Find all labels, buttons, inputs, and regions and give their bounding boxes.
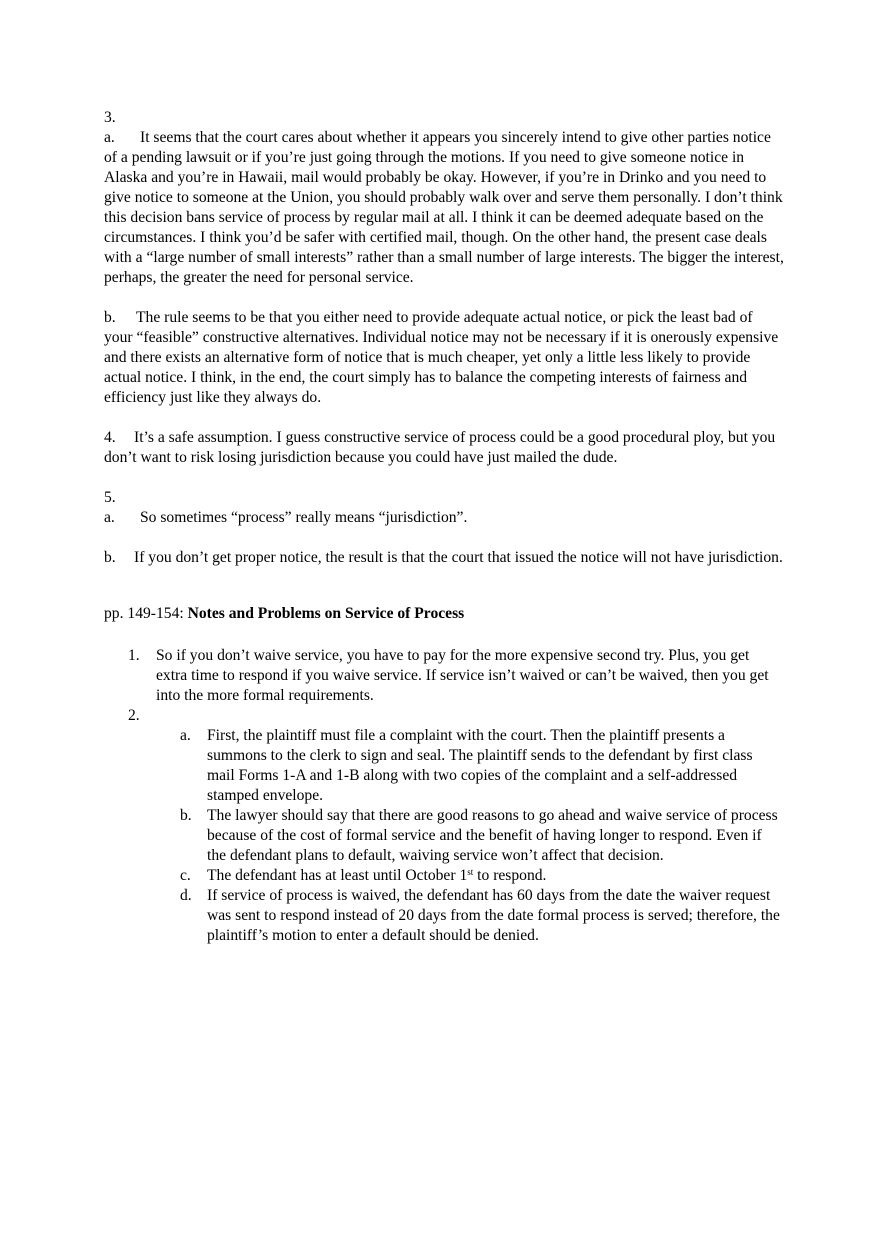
section-3b-text: The rule seems to be that you either need to provide adequate actual notice, or pick the least bad of your “feasible” constructive alternatives. Individual notice may not be necessary if it is onerously expensive and there exists an alternative form of notice that is much cheaper, yet only a little less likely to provide actual notice. I think, in the end, the court simply has to balance the competing interests of fairness and efficiency just like they always do. xyxy=(104,309,779,406)
notes-item-2 xyxy=(104,706,784,726)
section-5b-marker: b. xyxy=(104,549,116,566)
section-4-paragraph xyxy=(104,428,784,468)
section-4-number: 4. xyxy=(104,429,116,446)
section-3a-text: It seems that the court cares about whether it appears you sincerely intend to give other parties notice of a pending lawsuit or if you’re just going through the motions. If you need to give someone notice in Alaska and you’re in Hawaii, mail would probably be okay. However, if you’re in Drinko and you need to give notice to someone at the Union, you should probably walk over and serve them personally. I don’t think this decision bans service of process by regular mail at all. I think it can be deemed adequate based on the circumstances. I think you’d be safer with certified mail, though. On the other hand, the present case deals with a “large number of small interests” rather than a small number of large interests. The bigger the interest, perhaps, the greater the need for personal service. xyxy=(104,129,784,286)
notes-sub-b-marker: b. xyxy=(180,807,192,824)
section-5b-paragraph xyxy=(104,548,784,568)
notes-item-1-number: 1. xyxy=(128,647,140,664)
notes-sub-c-superscript: st xyxy=(467,867,474,877)
notes-sub-b xyxy=(180,806,784,866)
notes-title: Notes and Problems on Service of Process xyxy=(187,605,465,622)
section-3b-paragraph xyxy=(104,308,784,408)
section-3a-marker: a. xyxy=(104,129,115,146)
section-3b-marker: b. xyxy=(104,309,116,326)
notes-sub-c xyxy=(180,866,784,886)
section-3a-paragraph xyxy=(104,128,784,288)
notes-sub-d-text: If service of process is waived, the defendant has 60 days from the date the waiver request was sent to respond instead of 20 days from the date formal process is served; therefore, the plaintiff’s motion to enter a default should be denied. xyxy=(207,887,780,944)
notes-sub-a-marker: a. xyxy=(180,727,191,744)
notes-sub-c-text-after: to respond. xyxy=(473,867,547,884)
notes-sub-a xyxy=(180,726,784,806)
section-5-number: 5. xyxy=(104,489,116,506)
notes-item-1 xyxy=(104,646,784,706)
notes-pages: pp. 149-154: xyxy=(104,605,188,622)
section-5a-paragraph xyxy=(104,508,784,528)
section-3-number: 3. xyxy=(104,109,116,126)
notes-sub-c-marker: c. xyxy=(180,867,191,884)
notes-item-2-number: 2. xyxy=(128,707,140,724)
notes-sub-a-text: First, the plaintiff must file a complaint with the court. Then the plaintiff presents a summons to the clerk to sign and seal. The plaintiff sends to the defendant by first class mail Forms 1-A and 1-B along with two copies of the complaint and a self-addressed stamped envelope. xyxy=(207,727,753,804)
notes-heading xyxy=(104,604,784,624)
notes-sub-d-marker: d. xyxy=(180,887,192,904)
section-4-text: It’s a safe assumption. I guess constructive service of process could be a good procedural ploy, but you don’t want to risk losing jurisdiction because you could have just mailed the dude. xyxy=(104,429,776,466)
section-5a-text: So sometimes “process” really means “jurisdiction”. xyxy=(140,509,468,526)
notes-sublist xyxy=(180,726,784,946)
notes-item-1-text: So if you don’t waive service, you have to pay for the more expensive second try. Plus, you get extra time to respond if you waive service. If service isn’t waived or can’t be waived, then you get into the more formal requirements. xyxy=(156,647,769,704)
section-5b-text: If you don’t get proper notice, the result is that the court that issued the notice will not have jurisdiction. xyxy=(134,549,783,566)
notes-sub-c-text-before: The defendant has at least until October 1 xyxy=(207,867,468,884)
notes-sub-d xyxy=(180,886,784,946)
notes-sub-b-text: The lawyer should say that there are good reasons to go ahead and waive service of process because of the cost of formal service and the benefit of having longer to respond. Even if the defendant plans to default, waiving service won’t affect that decision. xyxy=(207,807,778,864)
document-page xyxy=(104,108,784,946)
notes-list xyxy=(104,646,784,946)
section-5a-marker: a. xyxy=(104,509,115,526)
